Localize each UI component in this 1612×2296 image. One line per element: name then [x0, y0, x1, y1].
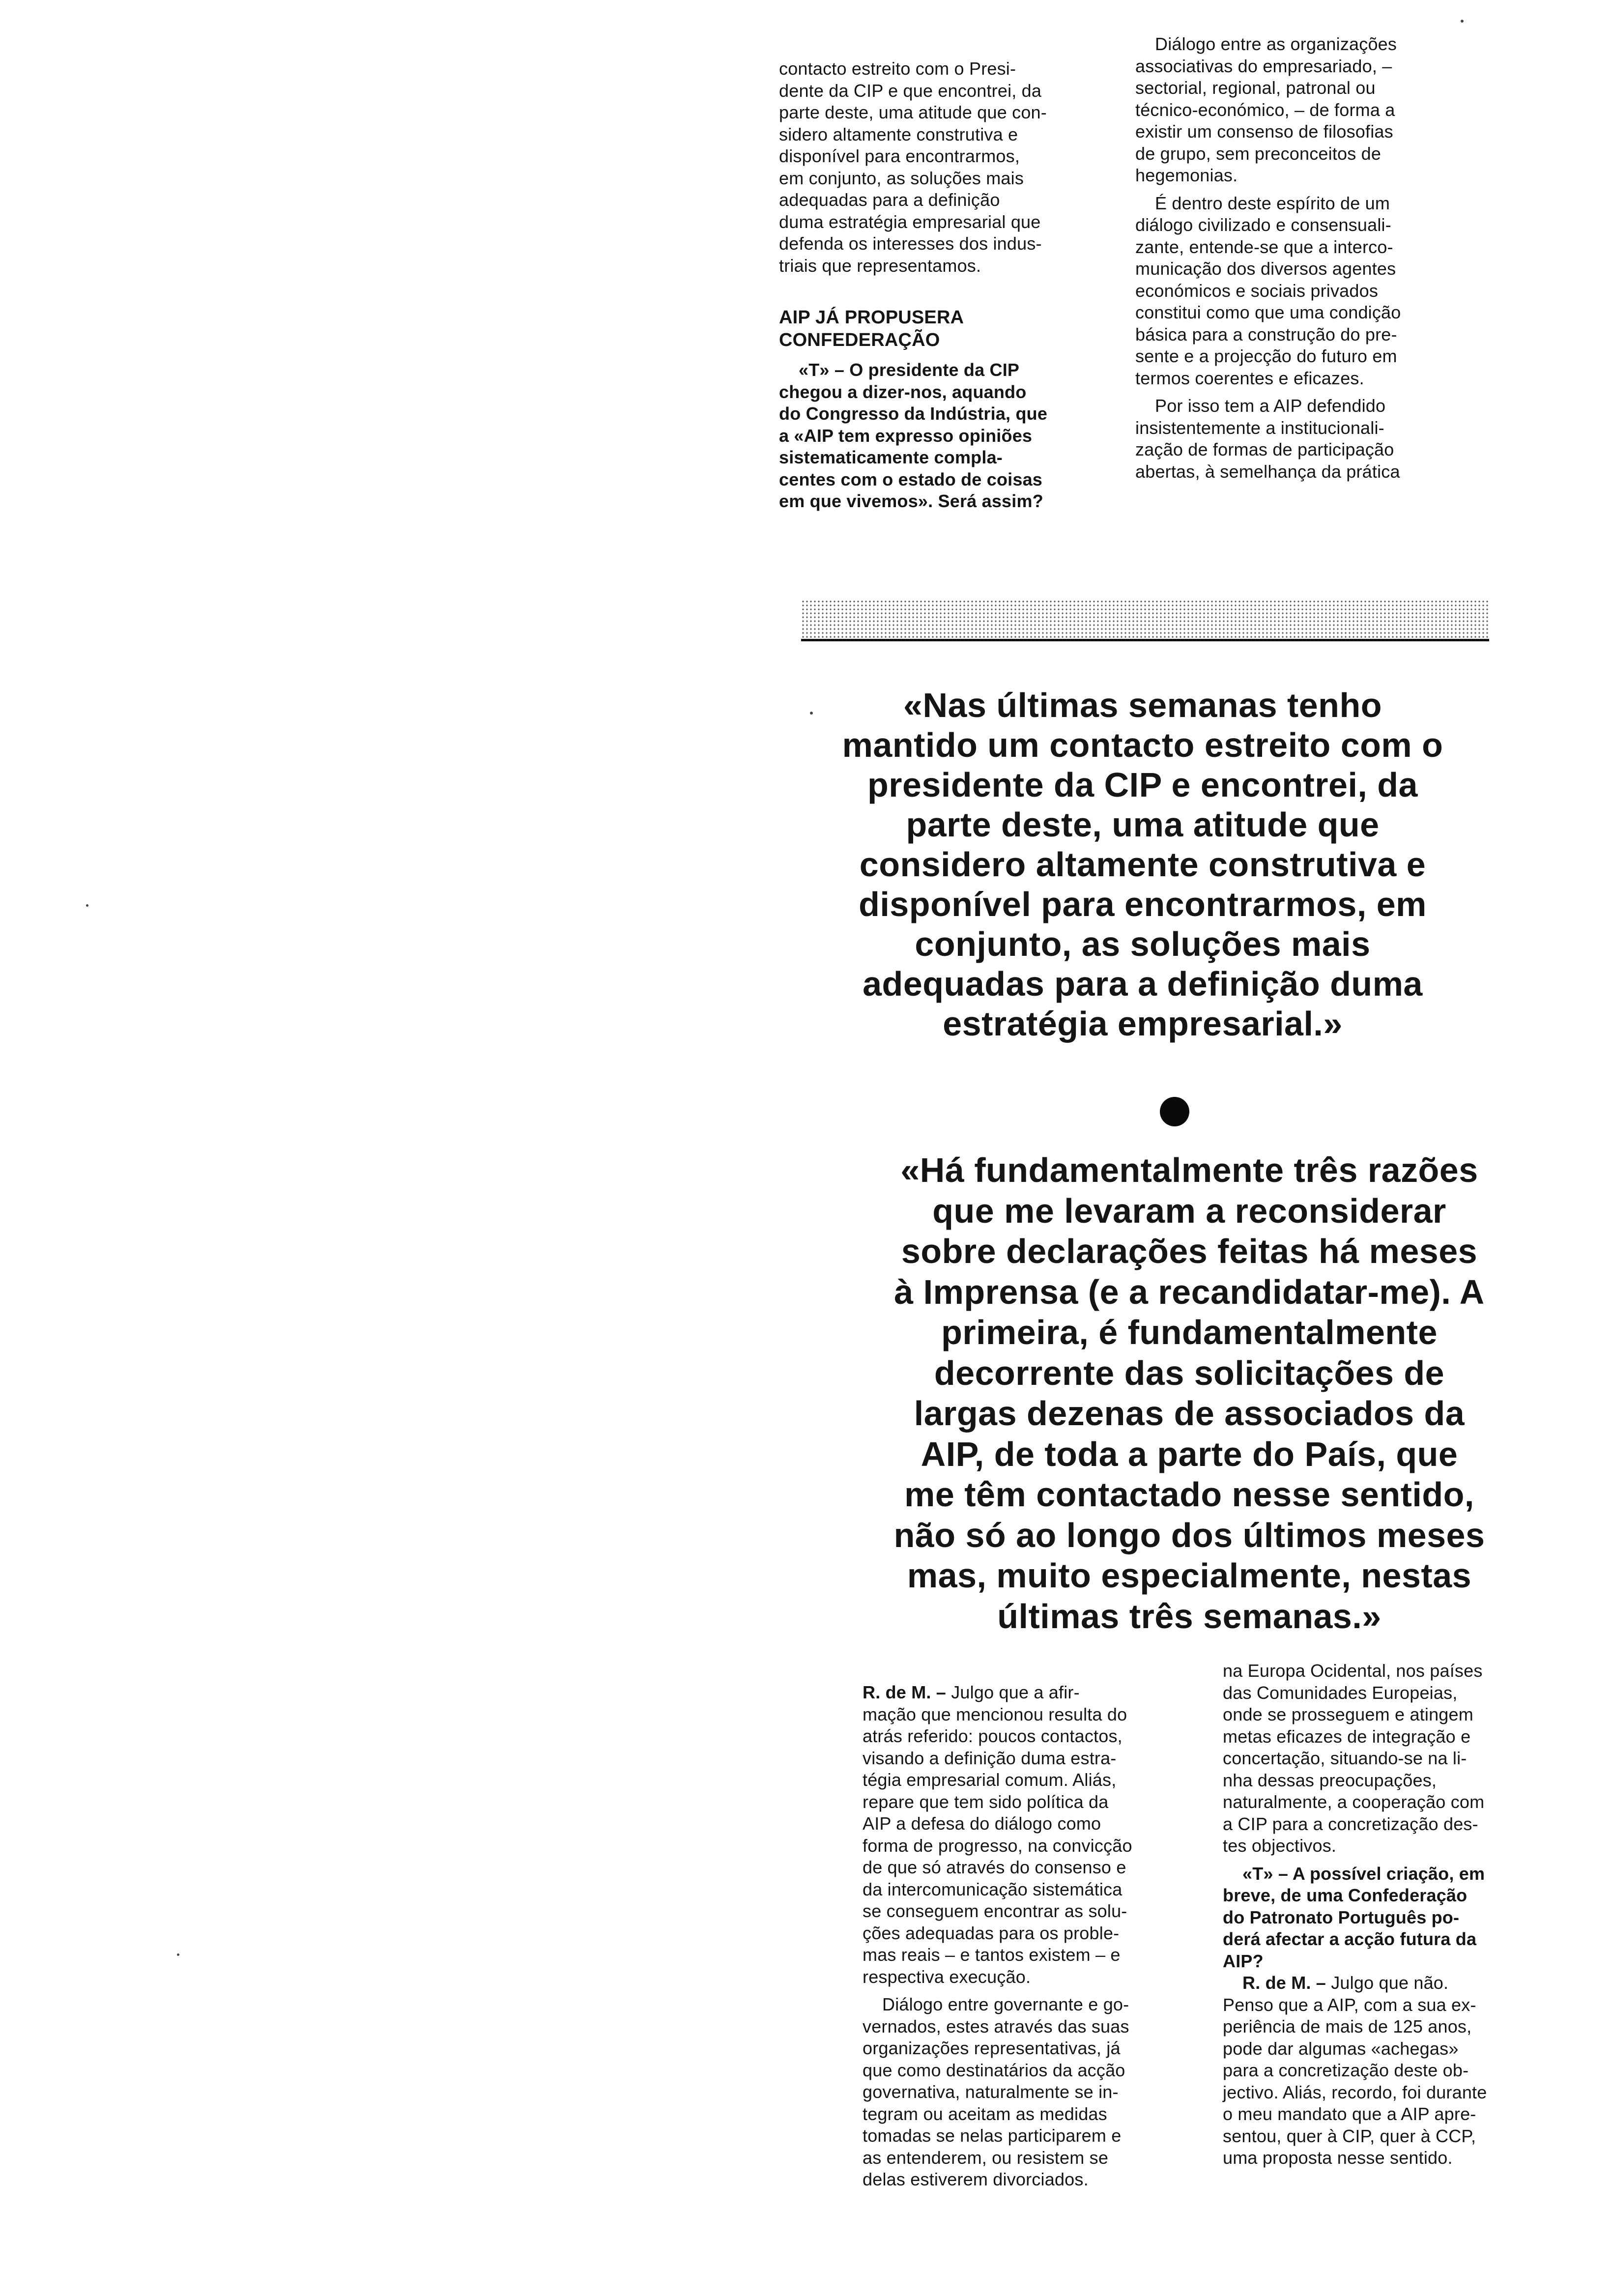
article-line: uma proposta nesse sentido.	[1223, 2148, 1453, 2168]
article-line: periência de mais de 125 anos,	[1223, 2016, 1472, 2037]
article-line: tomadas se nelas participarem e	[863, 2125, 1122, 2146]
article-line: dente da CIP e que encontrei, da	[779, 80, 1042, 101]
article-line: naturalmente, a cooperação com	[1223, 1792, 1485, 1812]
pull-quote-line: não só ao longo dos últimos meses	[893, 1516, 1485, 1554]
article-line: a CIP para a concretização des-	[1223, 1813, 1478, 1834]
question-line: centes com o estado de coisas	[779, 469, 1043, 489]
article-line: sidero altamente construtiva e	[779, 124, 1018, 144]
article-line: das Comunidades Europeias,	[1223, 1682, 1458, 1703]
article-line: técnico-económico, – de forma a	[1135, 99, 1395, 120]
article-line: tegram ou aceitam as medidas	[863, 2103, 1107, 2124]
article-line: metas eficazes de integração e	[1223, 1726, 1471, 1747]
article-line: abertas, à semelhança da prática	[1135, 461, 1400, 482]
scan-speck	[1461, 20, 1464, 23]
pull-quote-2	[816, 1150, 1563, 1636]
article-line: disponível para encontrarmos,	[779, 146, 1020, 166]
article-line: organizações representativas, já	[863, 2038, 1121, 2058]
article-line: sentou, quer à CIP, quer à CCP,	[1223, 2125, 1476, 2146]
article-line: zação de formas de participação	[1135, 439, 1394, 459]
pull-quote-line: largas dezenas de associados da	[914, 1394, 1465, 1433]
article-line: na Europa Ocidental, nos países	[1223, 1661, 1483, 1681]
article-line: sectorial, regional, patronal ou	[1135, 78, 1376, 98]
pull-quote-line: «Nas últimas semanas tenho	[903, 686, 1382, 724]
article-line: tes objectivos.	[1223, 1836, 1337, 1856]
article-line: adequadas para a definição	[779, 190, 1000, 210]
article-line: constitui como que uma condição	[1135, 302, 1401, 322]
article-line: Penso que a AIP, com a sua ex-	[1223, 1994, 1476, 2015]
scan-speck	[810, 712, 813, 715]
article-line: associativas do empresariado, –	[1135, 56, 1392, 76]
article-line: diálogo civilizado e consensuali-	[1135, 215, 1391, 235]
article-line: em conjunto, as soluções mais	[779, 168, 1024, 188]
article-line: repare que tem sido política da	[863, 1791, 1109, 1812]
question-line: derá afectar a acção futura da	[1223, 1929, 1477, 1949]
bullet-separator-icon	[1160, 1097, 1189, 1126]
pull-quote-line: AIP, de toda a parte do País, que	[921, 1435, 1458, 1473]
article-line: para a concretização deste ob-	[1223, 2060, 1469, 2080]
pull-quote-line: presidente da CIP e encontrei, da	[867, 766, 1418, 804]
question-line: «T» – A possível criação, em	[1242, 1863, 1485, 1884]
article-line: sente e a projecção do futuro em	[1135, 346, 1397, 366]
question-line: sistematicamente compla-	[779, 447, 1003, 467]
pull-quote-line: mas, muito especialmente, nestas	[907, 1556, 1472, 1595]
subhead-line: CONFEDERAÇÃO	[779, 330, 940, 350]
article-line: da intercomunicação sistemática	[863, 1879, 1123, 1899]
article-line: visando a definição duma estra-	[863, 1748, 1117, 1768]
question-line: AIP?	[1223, 1951, 1264, 1971]
article-line: parte deste, uma atitude que con-	[779, 102, 1047, 122]
answer-first-text: Julgo que não.	[1326, 1973, 1449, 1993]
pull-quote-line: decorrente das solicitações de	[934, 1353, 1445, 1392]
article-line: pode dar algumas «achegas»	[1223, 2038, 1459, 2059]
question-line: breve, de uma Confederação	[1223, 1885, 1468, 1905]
article-line: defenda os interesses dos indus-	[779, 233, 1042, 254]
pull-quote-1	[786, 686, 1499, 1044]
pull-quote-line: considero altamente construtiva e	[859, 845, 1426, 884]
answer-first-text: Julgo que a afir-	[946, 1682, 1080, 1702]
article-line: respectiva execução.	[863, 1966, 1031, 1987]
pull-quote-line: à Imprensa (e a recandidatar-me). A	[894, 1272, 1485, 1311]
article-line: Diálogo entre as organizações	[1155, 34, 1397, 54]
question-line: «T» – O presidente da CIP	[799, 360, 1020, 380]
pull-quote-line: estratégia empresarial.»	[943, 1004, 1343, 1043]
pull-quote-line: parte deste, uma atitude que	[906, 805, 1380, 844]
section-subhead	[779, 306, 1113, 351]
article-line: vernados, estes através das suas	[863, 2016, 1129, 2037]
article-line: atrás referido: poucos contactos,	[863, 1726, 1123, 1746]
article-line: duma estratégia empresarial que	[779, 211, 1041, 232]
question-line: do Congresso da Indústria, que	[779, 403, 1048, 424]
question-line: chegou a dizer-nos, aquando	[779, 381, 1027, 402]
pull-quote-line: me têm contactado nesse sentido,	[904, 1475, 1474, 1514]
pull-quote-line: que me levaram a reconsiderar	[932, 1191, 1446, 1230]
question-line: em que vivemos». Será assim?	[779, 491, 1043, 511]
article-line: ções adequadas para os proble-	[863, 1923, 1120, 1943]
article-line: termos coerentes e eficazes.	[1135, 368, 1364, 388]
scan-speck	[177, 1953, 179, 1956]
pull-quote-line: últimas três semanas.»	[997, 1597, 1382, 1636]
horizontal-rule	[801, 639, 1489, 641]
subhead-line: AIP JÁ PROPUSERA	[779, 307, 964, 328]
article-line: onde se prosseguem e atingem	[1223, 1704, 1473, 1724]
top-right-column	[1135, 33, 1489, 483]
article-line: nha dessas preocupações,	[1223, 1770, 1437, 1790]
pull-quote-line: mantido um contacto estreito com o	[842, 726, 1443, 764]
article-line: de grupo, sem preconceitos de	[1135, 143, 1382, 164]
article-line: delas estiverem divorciados.	[863, 2169, 1089, 2189]
question-line: do Patronato Português po-	[1223, 1907, 1460, 1927]
article-line: mas reais – e tantos existem – e	[863, 1945, 1121, 1965]
article-line: contacto estreito com o Presi-	[779, 58, 1016, 79]
article-line: económicos e sociais privados	[1135, 280, 1379, 301]
bottom-left-column	[863, 1682, 1216, 2191]
halftone-band	[801, 600, 1489, 639]
pull-quote-line: adequadas para a definição duma	[863, 965, 1423, 1003]
article-line: insistentemente a institucionali-	[1135, 417, 1384, 438]
article-line: triais que representamos.	[779, 255, 981, 276]
article-line: existir um consenso de filosofias	[1135, 121, 1393, 142]
pull-quote-line: sobre declarações feitas há meses	[901, 1232, 1478, 1270]
article-line: forma de progresso, na convicção	[863, 1835, 1132, 1856]
article-line: zante, entende-se que a interco-	[1135, 236, 1393, 257]
article-line: as entenderem, ou resistem se	[863, 2147, 1109, 2168]
article-line: Diálogo entre governante e go-	[882, 1994, 1129, 2014]
pull-quote-line: primeira, é fundamentalmente	[941, 1313, 1438, 1351]
article-line: de que só através do consenso e	[863, 1857, 1126, 1877]
scan-speck	[86, 904, 88, 907]
article-line: governativa, naturalmente se in-	[863, 2082, 1119, 2102]
article-line: se conseguem encontrar as solu-	[863, 1901, 1127, 1921]
question-line: a «AIP tem expresso opiniões	[779, 425, 1033, 446]
top-left-column	[779, 58, 1113, 513]
article-line: básica para a construção do pre-	[1135, 324, 1397, 344]
article-line: mação que mencionou resulta do	[863, 1704, 1127, 1724]
article-line: Por isso tem a AIP defendido	[1155, 396, 1386, 416]
pull-quote-line: disponível para encontrarmos, em	[859, 885, 1427, 923]
answer-line	[863, 1682, 1216, 1704]
article-line: que como destinatários da acção	[863, 2060, 1125, 2080]
bottom-right-column	[1223, 1660, 1567, 2169]
article-line: AIP a defesa do diálogo como	[863, 1813, 1101, 1834]
article-line: É dentro deste espírito de um	[1155, 193, 1390, 213]
pull-quote-line: conjunto, as soluções mais	[915, 925, 1371, 963]
article-line: o meu mandato que a AIP apre-	[1223, 2104, 1476, 2124]
pull-quote-line: «Há fundamentalmente três razões	[900, 1151, 1478, 1189]
article-line: hegemonias.	[1135, 165, 1238, 185]
answer-line	[1223, 1972, 1567, 1994]
article-line: tégia empresarial comum. Aliás,	[863, 1770, 1117, 1790]
answer-label: R. de M. –	[863, 1682, 947, 1702]
article-line: jectivo. Aliás, recordo, foi durante	[1223, 2082, 1487, 2102]
article-line: municação dos diversos agentes	[1135, 258, 1396, 279]
article-line: concertação, situando-se na li-	[1223, 1748, 1467, 1768]
answer-label: R. de M. –	[1242, 1973, 1326, 1993]
